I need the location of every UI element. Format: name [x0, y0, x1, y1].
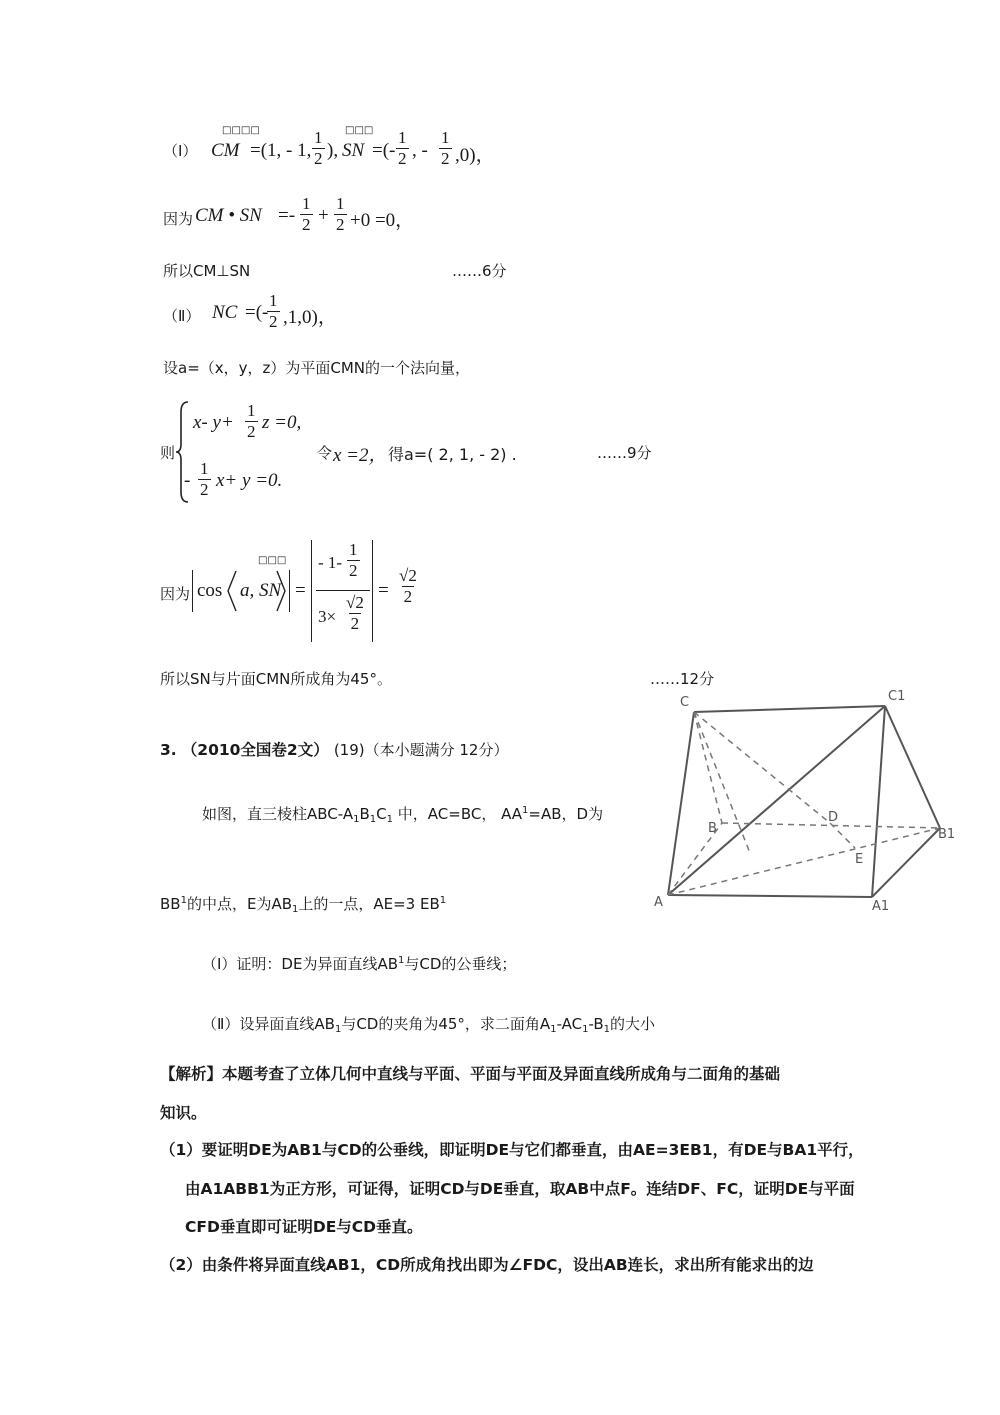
label-b: B: [708, 821, 717, 836]
vector-arrow-glyph-3: □□□: [258, 555, 287, 566]
vector-cm: CM: [211, 140, 240, 161]
cos-word: cos: [197, 580, 223, 601]
analysis-p1b: 由A1ABB1为正方形，可证得，证明CD与DE垂直，取AB中点F。连结DF、FC，证明DE与平面: [185, 1180, 855, 1198]
abs-bar-right: [289, 570, 290, 612]
prism-figure: [650, 688, 970, 913]
score-9: ……9分: [597, 444, 652, 462]
analysis-line2: 知识。: [160, 1104, 207, 1122]
eq1-left: x- y+: [193, 412, 234, 433]
score-6: ……6分: [452, 262, 507, 280]
eq2-fraction: $\frac{1}{2}$: [200, 459, 209, 499]
angle-bracket-right: [275, 570, 287, 612]
sn-end: ,0)，: [455, 145, 495, 166]
cm-perp-sn: 所以CM⊥SN: [163, 262, 251, 280]
cos-denominator: 3×: [318, 607, 337, 626]
abs-bar-left: [192, 570, 193, 612]
result-fraction: $\frac{√2}{2}$: [399, 566, 417, 606]
sn-mid: , -: [412, 140, 428, 161]
part-one-label: （Ⅰ）: [163, 142, 198, 160]
cos-args: a, SN: [240, 580, 282, 601]
analysis-line1: 【解析】本题考查了立体几何中直线与平面、平面与平面及异面直线所成角与二面角的基础: [160, 1065, 781, 1083]
nc-eq: =(-: [245, 302, 269, 323]
main-fraction-bar: [316, 590, 370, 591]
fraction-half-3: $\frac{1}{2}$: [441, 128, 450, 168]
vector-arrow-glyph: □□□□: [222, 125, 260, 136]
equals-2: =: [378, 580, 389, 601]
equals-1: =: [295, 580, 306, 601]
angle-bracket-left: [226, 570, 238, 612]
label-a: A: [654, 895, 663, 910]
score-12: ……12分: [650, 670, 715, 688]
problem-part-1: （Ⅰ）证明：DE为异面直线$AB^1$与CD的公垂线；: [202, 955, 517, 973]
problem-desc-line1: 如图，直三棱柱ABC-$A_1B_1C_1$ 中，AC=BC， $AA^1=AB$，D为: [202, 805, 604, 825]
label-e: E: [855, 852, 864, 867]
dot-eq: =-: [278, 205, 296, 226]
paren-comma: ),: [327, 140, 339, 161]
part-two-label: （Ⅱ）: [163, 307, 201, 325]
angle-conclusion: 所以SN与片面CMN所成角为45°。: [160, 670, 392, 688]
problem-part-2: （Ⅱ）设异面直线$AB_1$与CD的夹角为45°，求二面角$A_1-AC_1-B_1$的大小: [202, 1015, 656, 1035]
cm-eq-open: =(1, - 1,: [250, 140, 312, 161]
fraction-half: $\frac{1}{2}$: [314, 128, 323, 168]
cos-den-fraction: $\frac{√2}{2}$: [346, 593, 364, 633]
because-label-2: 因为: [160, 585, 191, 603]
label-d: D: [828, 810, 839, 825]
nc-tail: ,1,0)，: [283, 307, 337, 328]
eq2-minus: -: [184, 470, 191, 491]
label-b1: B1: [938, 827, 956, 842]
fraction-half-5: $\frac{1}{2}$: [336, 194, 345, 234]
problem-3-heading: [160, 738, 508, 760]
dot-tail: +0 =0，: [350, 210, 415, 231]
fraction-half-4: $\frac{1}{2}$: [302, 194, 311, 234]
dot-plus: +: [318, 205, 329, 226]
then-label: 则: [160, 444, 176, 462]
problem-number: 3.: [160, 741, 177, 759]
analysis-tag: 【解析】: [160, 1065, 223, 1083]
eq1-fraction: $\frac{1}{2}$: [247, 401, 256, 441]
because-label: 因为: [163, 210, 194, 228]
analysis-p1c: CFD垂直即可证明DE与CD垂直。: [185, 1218, 423, 1236]
fraction-half-2: $\frac{1}{2}$: [398, 128, 407, 168]
dot-product-expr: CM • SN: [195, 205, 262, 226]
abs-bar-left-2: [311, 540, 312, 642]
vector-nc: NC: [212, 302, 238, 323]
eq2-right: x+ y =0.: [216, 470, 283, 491]
problem-source: （2010全国卷2文）: [181, 741, 329, 759]
part-one-vectors: [163, 140, 197, 161]
label-c1: C1: [888, 689, 906, 704]
sn-eq-open: =(-: [372, 140, 396, 161]
normal-vector-def: 设a=（x，y，z）为平面CMN的一个法向量，: [163, 359, 471, 377]
vector-arrow-glyph-2: □□□: [345, 125, 374, 136]
label-c: C: [680, 695, 690, 710]
analysis-p2: （2）由条件将异面直线AB1，CD所成角找出即为∠FDC，设出AB连长，求出所有能求出的边: [160, 1256, 814, 1274]
problem-desc-line2: $BB^1$的中点，E为$AB_1$上的一点，AE=3 $EB^1$: [160, 895, 447, 915]
fraction-half-6: $\frac{1}{2}$: [269, 291, 278, 331]
normal-vector-result: 得a=( 2, 1, - 2) .: [388, 445, 517, 464]
label-a1: A1: [872, 899, 890, 913]
let-x: x =2，: [333, 445, 388, 466]
let-label: 令: [317, 444, 333, 462]
eq1-right: z =0,: [262, 412, 302, 433]
cos-numerator: - 1-: [318, 553, 343, 572]
analysis-p1: （1）要证明DE为AB1与CD的公垂线，即证明DE与它们都垂直，由AE=3EB1，有DE与BA1平行，: [160, 1141, 864, 1159]
problem-points: (19)（本小题满分 12分）: [333, 741, 509, 759]
cos-num-fraction: $\frac{1}{2}$: [349, 540, 358, 580]
abs-bar-right-2: [372, 540, 373, 642]
vector-sn: SN: [342, 140, 365, 161]
